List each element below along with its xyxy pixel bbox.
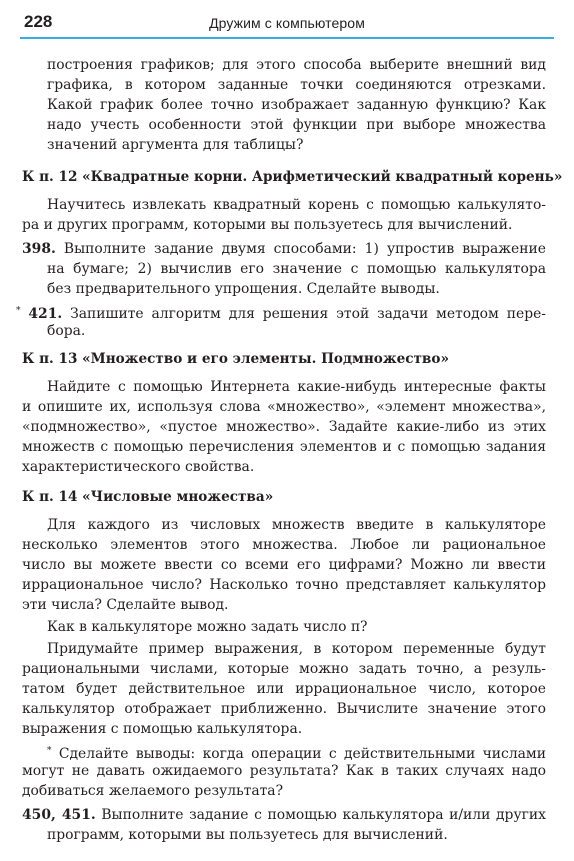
text-line: рациональными числами, которые можно задать точно, а резуль- xyxy=(22,661,546,677)
text-line: Научитесь извлекать квадратный корень с помощью калькулято- xyxy=(47,197,546,213)
page-header xyxy=(0,0,574,42)
text-line: «подмножество», «пустое множество». Задайте какие-либо из этих xyxy=(22,419,546,435)
text-line: характеристического свойства. xyxy=(22,459,255,475)
page-number: 228 xyxy=(24,12,53,31)
section-heading: К п. 13 «Множество и его элементы. Подмножество» xyxy=(22,351,449,367)
text-line: построения графиков; для этого способа выберите внешний вид xyxy=(47,57,546,73)
text-line: множеств с помощью перечисления элементов и с помощью задания xyxy=(22,439,546,455)
text-line: программ, которыми вы пользуетесь для вычислений. xyxy=(47,827,448,843)
star-mark: * xyxy=(47,746,52,756)
text-line: надо учесть особенности этой функции при выборе множества xyxy=(47,117,546,133)
text-line: выражения с помощью калькулятора. xyxy=(22,721,303,737)
exercise-number: 450, 451. xyxy=(22,807,96,823)
text-line: калькулятор отображает приближенно. Вычислите значение этого xyxy=(22,701,546,717)
exercise-number: 421. xyxy=(28,306,63,322)
header-rule xyxy=(20,37,554,39)
text-line: иррациональное число? Насколько точно представляет калькулятор xyxy=(22,577,546,593)
exercise-398-line: 398. Выполните задание двумя способами: 1) упростив выражение xyxy=(22,241,546,257)
text-line: добиваться желаемого результата? xyxy=(22,783,284,799)
section-heading: К п. 14 «Числовые множества» xyxy=(22,489,274,505)
text-line: ра и других программ, которыми вы пользуетесь для вычислений. xyxy=(22,217,513,233)
text-line: на бумаге; 2) вычислив его значение с помощью калькулятора xyxy=(47,261,546,277)
text-line: Как в калькуляторе можно задать число π? xyxy=(47,619,368,635)
text-line: татом будет действительное или иррациональное число, которое xyxy=(22,681,546,697)
exercise-450-line: 450, 451. Выполните задание с помощью калькулятора и/или других xyxy=(22,807,546,823)
text-line: и опишите их, используя слова «множество», «элемент множества», xyxy=(22,399,546,415)
text-line: Найдите с помощью Интернета какие-нибудь интересные факты xyxy=(47,379,546,395)
text-line: несколько элементов этого множества. Любое ли рациональное xyxy=(22,537,546,553)
text-line: графика, в котором заданные точки соединяются отрезками. xyxy=(47,77,546,93)
text-line: значений аргумента для таблицы? xyxy=(47,137,304,153)
text-line: Придумайте пример выражения, в котором переменные будут xyxy=(47,641,546,657)
text-line: могут не давать ожидаемого результата? Как в таких случаях надо xyxy=(22,763,546,779)
text-line: Какой график более точно изображает заданную функцию? Как xyxy=(47,97,546,113)
exercise-number: 398. xyxy=(22,241,56,257)
text-line: без предварительного упрощения. Сделайте выводы. xyxy=(47,281,440,297)
text-line: бора. xyxy=(47,323,86,339)
star-mark: * xyxy=(16,306,21,316)
text-line: * Сделайте выводы: когда операции с действительными числами xyxy=(47,746,546,762)
text-line: Для каждого из числовых множеств введите в калькуляторе xyxy=(47,517,546,533)
text-line: эти числа? Сделайте вывод. xyxy=(22,597,229,613)
section-heading: К п. 12 «Квадратные корни. Арифметический квадратный корень» xyxy=(22,169,563,185)
exercise-421-line: * 421. Запишите алгоритм для решения этой задачи методом пере- xyxy=(16,306,547,322)
text-line: число вы можете ввести со всеми его цифрами? Можно ли ввести xyxy=(22,557,546,573)
running-title: Дружим с компьютером xyxy=(209,15,365,31)
